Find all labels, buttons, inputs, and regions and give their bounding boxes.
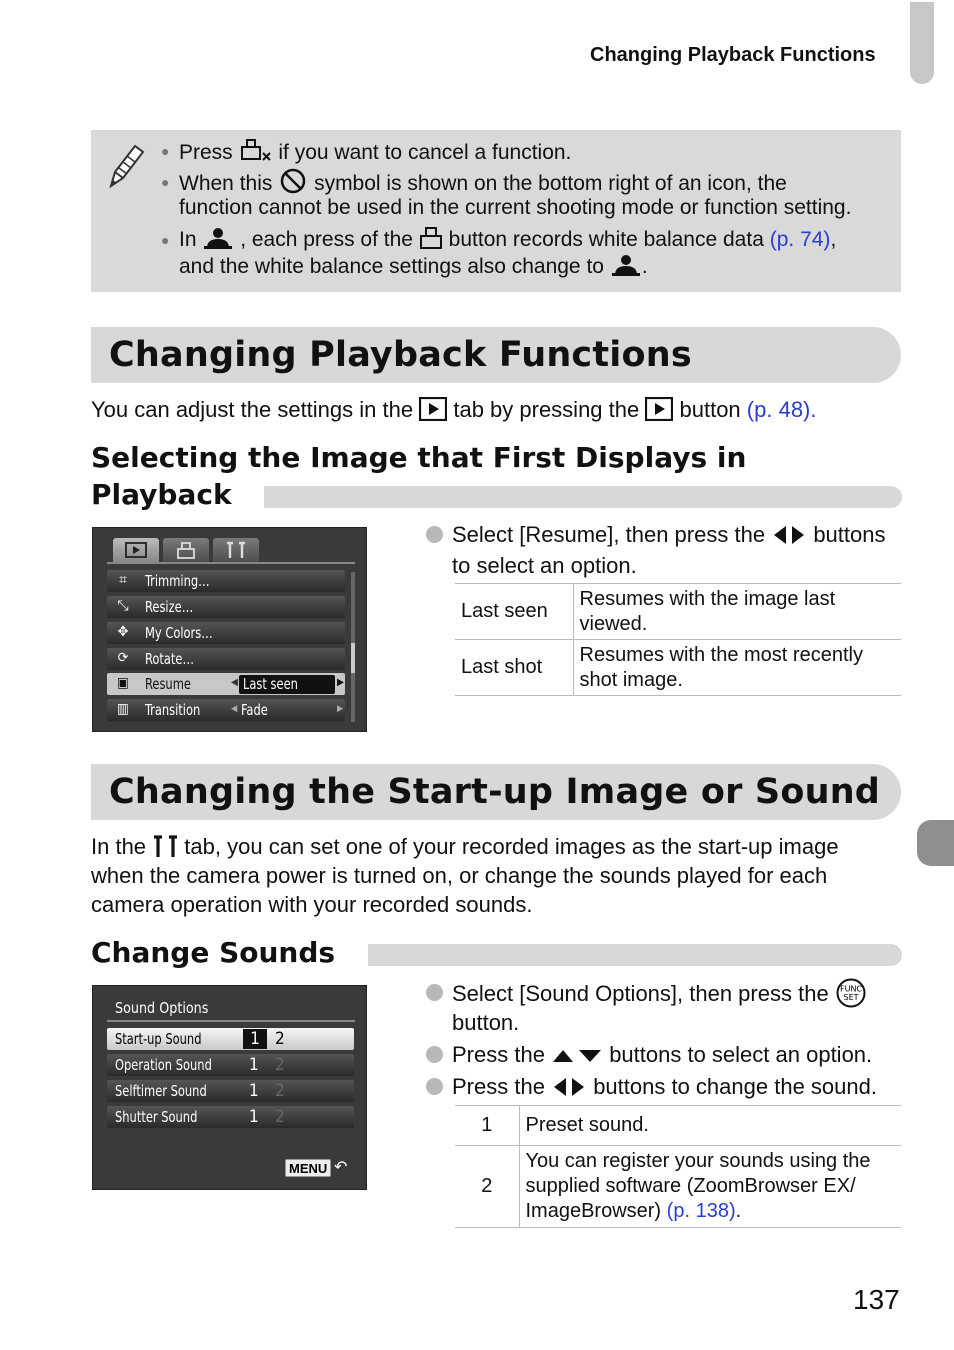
- menu-item-transition[interactable]: [107, 699, 345, 721]
- section1-intro: [91, 395, 817, 424]
- transition-icon: ▥: [117, 701, 129, 717]
- page-link[interactable]: (p. 138): [666, 1200, 736, 1222]
- left-right-arrows-icon: [771, 524, 807, 546]
- tab-playback[interactable]: [113, 538, 159, 562]
- menu-item-label: Rotate…: [145, 650, 194, 668]
- instruction-text: buttons: [813, 522, 886, 547]
- intro-text: In the: [91, 834, 147, 859]
- instruction-text: Press the: [452, 1042, 545, 1067]
- print-icon: [176, 541, 196, 559]
- sound-label: Start-up Sound: [115, 1030, 202, 1048]
- menu-item-label: Transition: [145, 701, 201, 719]
- sound-option-2[interactable]: 2: [275, 1081, 285, 1101]
- sound-label: Operation Sound: [115, 1056, 212, 1074]
- instruction-text: buttons to change the sound.: [593, 1074, 877, 1099]
- arrow-right-icon: ▶: [337, 677, 344, 688]
- instruction-resume-2: to select an option.: [452, 553, 637, 578]
- instruction-bullet: [426, 1078, 443, 1095]
- menu-item-label: Resize…: [145, 598, 194, 616]
- running-head: Changing Playback Functions: [590, 44, 876, 66]
- intro-text: .: [810, 397, 817, 422]
- instruction-bullet: [426, 984, 443, 1001]
- page-link[interactable]: (p. 74): [769, 228, 831, 251]
- desc-text: ImageBrowser): [525, 1200, 662, 1222]
- note-text: In: [179, 228, 197, 251]
- menu-button[interactable]: MENU: [285, 1159, 331, 1177]
- option-key: Last shot: [455, 640, 573, 696]
- func-set-button-icon: [835, 978, 867, 1008]
- instruction-text: buttons to select an option.: [609, 1042, 873, 1067]
- menu-item-trimming[interactable]: [107, 570, 345, 592]
- table-row: [455, 640, 901, 696]
- instruction-select-sound-options-2: button.: [452, 1010, 520, 1035]
- option-value: Last seen: [243, 675, 298, 693]
- instruction-change-sound: [452, 1072, 877, 1102]
- desc-line: Resumes with the most recently: [579, 643, 863, 666]
- note-line-5: [179, 253, 648, 280]
- option-key: 1: [455, 1106, 519, 1146]
- instruction-text: Press the: [452, 1074, 545, 1099]
- section2-intro-1: [91, 832, 839, 861]
- wrench-hammer-icon: [152, 834, 178, 858]
- sound-option-1[interactable]: 1: [243, 1029, 267, 1049]
- subsection-title-line2: Playback: [91, 478, 232, 511]
- desc-line: viewed.: [579, 612, 648, 635]
- resume-options-table: [455, 583, 901, 696]
- wrench-hammer-icon: [226, 541, 246, 559]
- sound-option-2[interactable]: 2: [275, 1029, 285, 1049]
- intro-text: tab, you can set one of your recorded images as the start-up image: [184, 834, 839, 859]
- playback-icon: [125, 542, 147, 558]
- note-text: ,: [830, 228, 837, 251]
- instruction-bullet: [426, 526, 443, 543]
- desc-line: shot image.: [579, 668, 683, 691]
- intro-text: You can adjust the settings in the: [91, 397, 414, 422]
- custom-white-balance-icon: [610, 253, 642, 277]
- arrow-left-icon: ◀: [231, 677, 238, 688]
- section-title: Changing Playback Functions: [109, 335, 692, 375]
- sound-option-2[interactable]: 2: [275, 1055, 285, 1075]
- sound-option-2[interactable]: 2: [275, 1107, 285, 1127]
- subsection-title: Change Sounds: [91, 936, 336, 969]
- note-line-2: [179, 168, 787, 197]
- chapter-thumb-tab: [917, 820, 954, 866]
- desc-line: supplied software (ZoomBrowser EX/: [525, 1175, 856, 1197]
- intro-text: tab by pressing the: [453, 397, 640, 422]
- option-key: 2: [455, 1146, 519, 1228]
- sound-option-1[interactable]: 1: [249, 1055, 259, 1075]
- section-title: Changing the Start-up Image or Sound: [109, 772, 881, 812]
- tab-divider: [107, 562, 355, 564]
- section-banner-startup: [91, 764, 901, 820]
- instruction-bullet: [426, 1046, 443, 1063]
- sound-label: Shutter Sound: [115, 1108, 198, 1126]
- screen-title: Sound Options: [115, 999, 209, 1017]
- subsection-bar: [368, 944, 902, 966]
- scrollbar-thumb[interactable]: [351, 643, 355, 673]
- menu-item-resume[interactable]: [107, 673, 345, 695]
- subsection-bar: [264, 486, 902, 508]
- note-line-1: [179, 137, 571, 166]
- option-key: Last seen: [455, 584, 573, 640]
- rotate-icon: ⟳: [117, 650, 129, 666]
- section-banner-playback: [91, 327, 901, 383]
- section2-intro-3: camera operation with your recorded sounds.: [91, 892, 533, 917]
- tab-settings[interactable]: [213, 538, 259, 562]
- sound-row-startup[interactable]: [107, 1028, 354, 1050]
- print-cancel-icon: [239, 137, 273, 163]
- menu-item-label: Resume: [145, 675, 191, 693]
- instruction-select-sound-options: [452, 978, 867, 1009]
- option-value: Fade: [241, 701, 268, 719]
- page-number: 137: [853, 1284, 900, 1315]
- table-row: [455, 584, 901, 640]
- menu-item-label: Trimming…: [145, 572, 210, 590]
- menu-item-label: My Colors…: [145, 624, 213, 642]
- return-arrow-icon: ↶: [334, 1159, 348, 1176]
- note-line-3: function cannot be used in the current shooting mode or function setting.: [179, 196, 852, 219]
- note-text: symbol is shown on the bottom right of an icon, the: [314, 172, 787, 195]
- my-colors-icon: ✥: [117, 624, 129, 640]
- print-icon: [419, 226, 443, 250]
- custom-white-balance-icon: [202, 226, 234, 250]
- sound-option-1[interactable]: 1: [249, 1081, 259, 1101]
- resize-icon: ⤡: [117, 598, 129, 614]
- instruction-select-option: [452, 1040, 872, 1070]
- menu-item-my-colors[interactable]: [107, 622, 345, 644]
- tab-print[interactable]: [163, 538, 209, 562]
- up-down-arrows-icon: [551, 1046, 603, 1066]
- sound-label: Selftimer Sound: [115, 1082, 207, 1100]
- note-text: , each press of the: [240, 228, 413, 251]
- sound-row-selftimer[interactable]: [107, 1080, 354, 1102]
- prohibited-icon: [278, 168, 308, 194]
- arrow-right-icon: ▶: [337, 704, 344, 714]
- sound-options-table: [455, 1105, 901, 1228]
- note-text: .: [641, 255, 648, 278]
- note-text: When this: [179, 172, 273, 195]
- svg-text:SET: SET: [843, 993, 859, 1002]
- left-right-arrows-icon: [551, 1076, 587, 1098]
- camera-screen-playback-menu: [92, 527, 367, 732]
- instruction-text: Select [Resume], then press the: [452, 522, 766, 547]
- section2-intro-2: when the camera power is turned on, or change the sounds played for each: [91, 863, 828, 888]
- menu-item-resize[interactable]: [107, 596, 345, 618]
- desc-text: .: [735, 1200, 742, 1222]
- subsection-title-line1: Selecting the Image that First Displays in: [91, 441, 747, 474]
- note-text: if you want to cancel a function.: [278, 141, 572, 164]
- playback-icon: [419, 397, 447, 421]
- bullet: ●: [161, 143, 170, 159]
- note-box: [91, 130, 901, 292]
- title-divider: [107, 1020, 355, 1022]
- option-desc: [573, 584, 901, 640]
- bullet: ●: [161, 174, 170, 190]
- intro-text: button: [679, 397, 741, 422]
- playback-button-icon: [645, 397, 673, 421]
- option-desc: Preset sound.: [519, 1106, 901, 1146]
- note-text: and the white balance settings also change to: [179, 255, 604, 278]
- sound-row-shutter[interactable]: [107, 1106, 354, 1128]
- camera-screen-sound-options: [92, 985, 367, 1190]
- desc-line: You can register your sounds using the: [525, 1150, 871, 1172]
- desc-line: Resumes with the image last: [579, 587, 836, 610]
- pencil-icon: [105, 142, 145, 190]
- edge-thumb-tab: [910, 2, 934, 84]
- option-desc: [573, 640, 901, 696]
- desc-line: [526, 1199, 896, 1224]
- trim-icon: ⌗: [119, 572, 127, 588]
- note-text: Press: [179, 141, 233, 164]
- table-row: [455, 1106, 901, 1146]
- svg-text:FUNC: FUNC: [839, 984, 862, 994]
- note-line-4: [179, 226, 836, 253]
- resume-icon: ▣: [117, 675, 129, 691]
- option-desc: [519, 1146, 901, 1228]
- table-row: [455, 1146, 901, 1228]
- menu-item-rotate[interactable]: [107, 648, 345, 670]
- bullet: ●: [161, 232, 170, 248]
- note-text: button records white balance data: [448, 228, 764, 251]
- arrow-left-icon: ◀: [231, 704, 238, 714]
- sound-row-operation[interactable]: [107, 1054, 354, 1076]
- page-link[interactable]: (p. 48): [746, 397, 811, 422]
- instruction-text: Select [Sound Options], then press the: [452, 981, 829, 1006]
- sound-option-1[interactable]: 1: [249, 1107, 259, 1127]
- instruction-resume: [452, 520, 885, 550]
